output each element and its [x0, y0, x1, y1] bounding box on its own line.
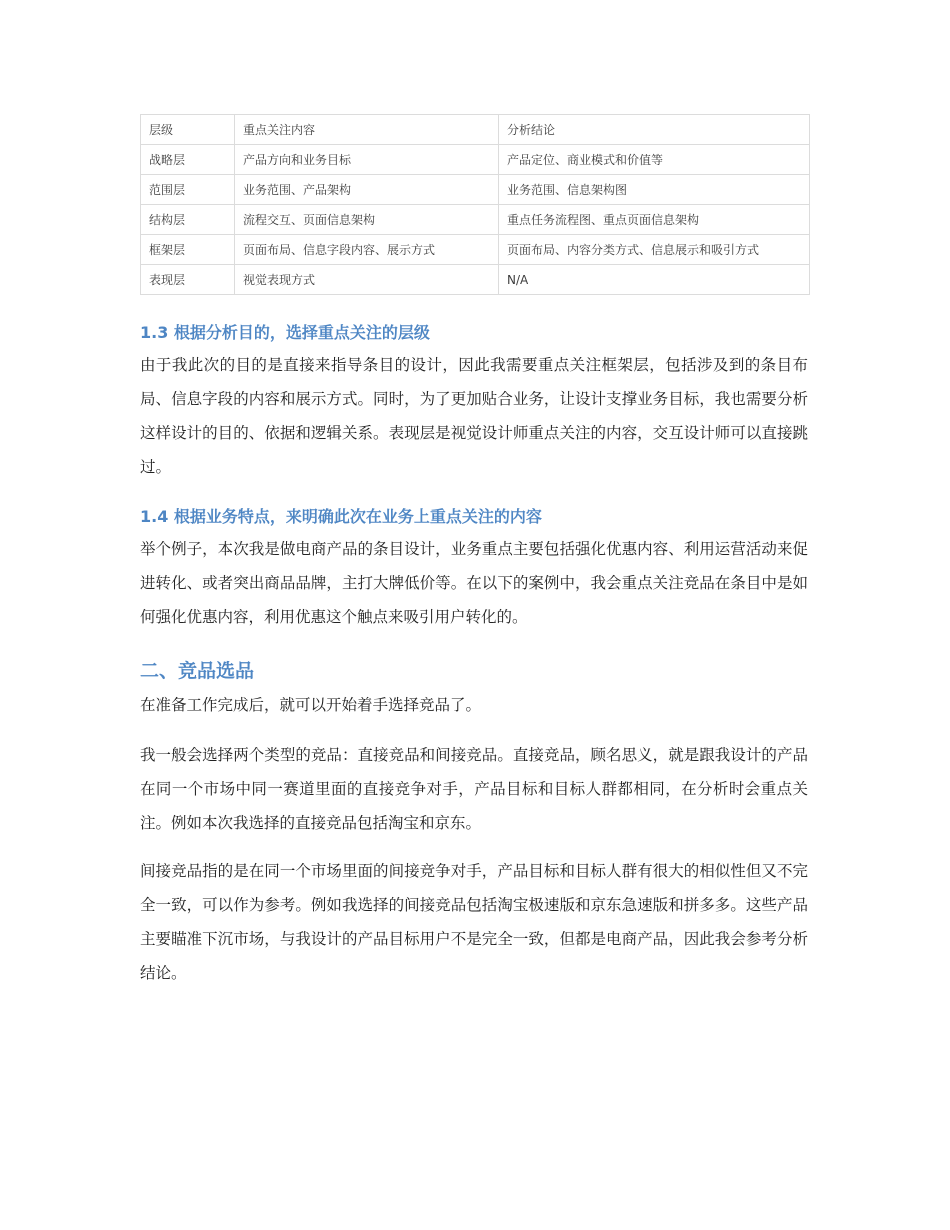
table-row: [141, 175, 810, 205]
table-cell: 表现层: [141, 265, 235, 295]
table-cell: 业务范围、产品架构: [235, 175, 499, 205]
table-cell: 重点任务流程图、重点页面信息架构: [499, 205, 810, 235]
section-heading-2: 二、竞品选品: [140, 660, 255, 682]
section-2-paragraph-2: 我一般会选择两个类型的竞品：直接竞品和间接竞品。直接竞品，顾名思义，就是跟我设计的产品在同一个市场中同一赛道里面的直接竞争对手，产品目标和目标人群都相同，在分析时会重点关注。例如本次我选择的直接竞品包括淘宝和京东。: [140, 746, 808, 832]
table-row: [141, 205, 810, 235]
table-cell: N/A: [499, 265, 810, 295]
table-cell: 结构层: [141, 205, 235, 235]
table-cell: 层级: [141, 115, 235, 145]
section-1-3-paragraph: 由于我此次的目的是直接来指导条目的设计，因此我需要重点关注框架层，包括涉及到的条目布局、信息字段的内容和展示方式。同时，为了更加贴合业务，让设计支撑业务目标，我也需要分析这样设计的目的、依据和逻辑关系。表现层是视觉设计师重点关注的内容，交互设计师可以直接跳过。: [140, 356, 808, 476]
table-row: [141, 265, 810, 295]
table-cell: 范围层: [141, 175, 235, 205]
document-page: [140, 114, 808, 982]
table-row: [141, 145, 810, 175]
section-2-paragraph-1: 在准备工作完成后，就可以开始着手选择竞品了。: [140, 696, 482, 714]
table-header-row: [141, 115, 810, 145]
table-cell: 产品定位、商业模式和价值等: [499, 145, 810, 175]
table-cell: 重点关注内容: [235, 115, 499, 145]
table-cell: 业务范围、信息架构图: [499, 175, 810, 205]
table-cell: 产品方向和业务目标: [235, 145, 499, 175]
table-cell: 视觉表现方式: [235, 265, 499, 295]
section-heading-1-3: 1.3 根据分析目的，选择重点关注的层级: [140, 323, 430, 342]
section-2-paragraph-3: 间接竞品指的是在同一个市场里面的间接竞争对手，产品目标和目标人群有很大的相似性但又不完全一致，可以作为参考。例如我选择的间接竞品包括淘宝极速版和京东急速版和拼多多。这些产品主要瞄准下沉市场，与我设计的产品目标用户不是完全一致，但都是电商产品，因此我会参考分析结论。: [140, 862, 808, 982]
table-cell: 流程交互、页面信息架构: [235, 205, 499, 235]
section-1-4-paragraph: 举个例子，本次我是做电商产品的条目设计，业务重点主要包括强化优惠内容、利用运营活动来促进转化、或者突出商品品牌，主打大牌低价等。在以下的案例中，我会重点关注竞品在条目中是如何强化优惠内容，利用优惠这个触点来吸引用户转化的。: [140, 540, 808, 626]
section-heading-1-4: 1.4 根据业务特点，来明确此次在业务上重点关注的内容: [140, 507, 542, 526]
table-cell: 页面布局、内容分类方式、信息展示和吸引方式: [499, 235, 810, 265]
table-cell: 页面布局、信息字段内容、展示方式: [235, 235, 499, 265]
table-cell: 战略层: [141, 145, 235, 175]
levels-table: [140, 114, 810, 295]
table-cell: 框架层: [141, 235, 235, 265]
table-row: [141, 235, 810, 265]
table-cell: 分析结论: [499, 115, 810, 145]
